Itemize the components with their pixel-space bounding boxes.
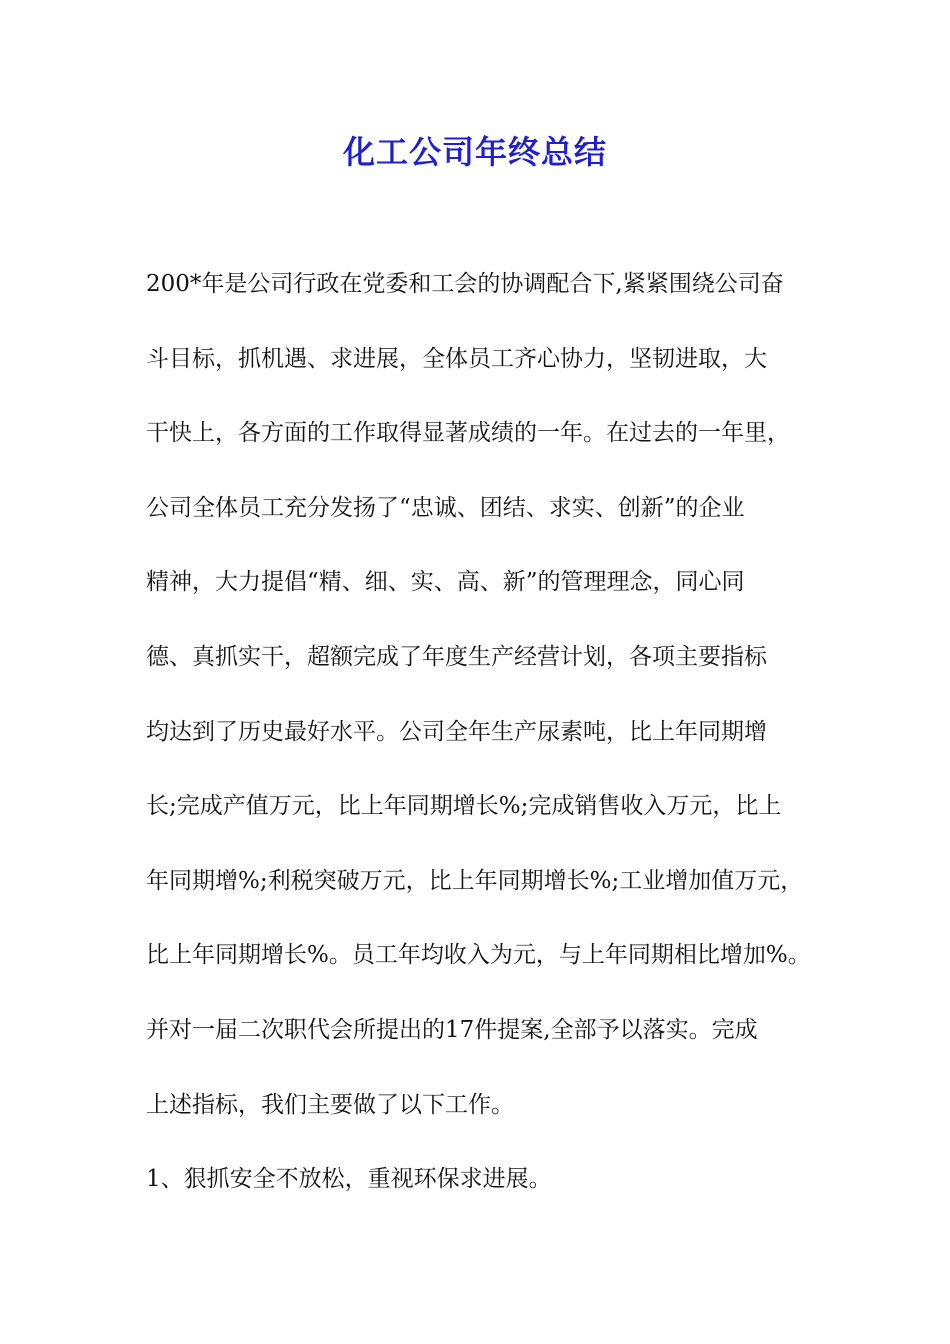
- body-line: 德、真抓实干，超额完成了年度生产经营计划，各项主要指标: [146, 644, 767, 670]
- document-title: 化工公司年终总结: [342, 133, 607, 171]
- body-line: 干快上，各方面的工作取得显著成绩的一年。在过去的一年里，: [146, 420, 790, 446]
- body-line: 并对一届二次职代会所提出的17件提案,全部予以落实。完成: [146, 1017, 758, 1043]
- body-line: 斗目标，抓机遇、求进展，全体员工齐心协力，坚韧进取，大: [146, 346, 767, 372]
- body-line: 长;完成产值万元，比上年同期增长%;完成销售收入万元，比上: [146, 793, 782, 819]
- body-line: 上述指标，我们主要做了以下工作。: [146, 1092, 514, 1118]
- body-line: 公司全体员工充分发扬了“忠诚、团结、求实、创新”的企业: [146, 495, 745, 521]
- body-line: 比上年同期增长%。员工年均收入为元，与上年同期相比增加%。: [146, 942, 811, 968]
- body-line: 200*年是公司行政在党委和工会的协调配合下,紧紧围绕公司奋: [146, 271, 784, 297]
- body-line: 均达到了历史最好水平。公司全年生产尿素吨，比上年同期增: [146, 719, 767, 745]
- section-heading: 1、狠抓安全不放松，重视环保求进展。: [146, 1166, 552, 1192]
- body-line: 年同期增%;利税突破万元，比上年同期增长%;工业增加值万元，: [146, 868, 804, 894]
- body-line: 精神，大力提倡“精、细、实、高、新”的管理理念，同心同: [146, 569, 745, 595]
